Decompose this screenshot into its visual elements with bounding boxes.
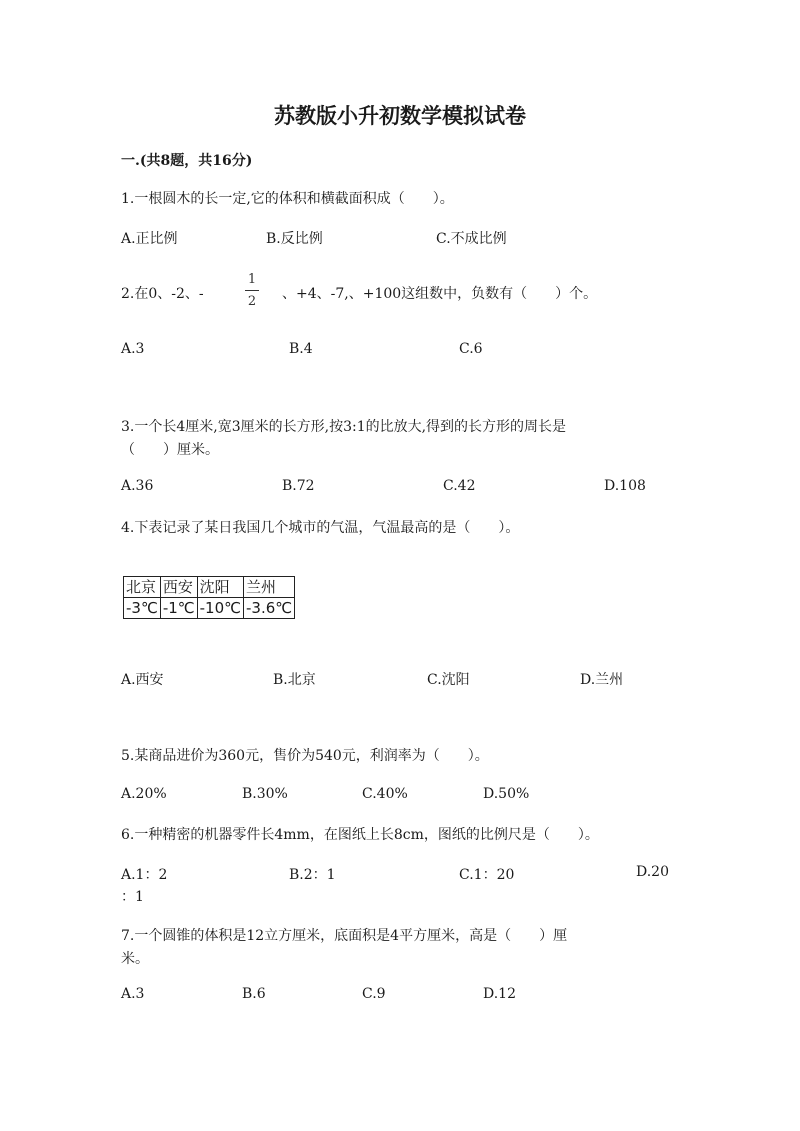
q5-option-a: A.20%: [121, 786, 167, 802]
q2-option-b: B.4: [289, 341, 313, 357]
question-4-text: 4.下表记录了某日我国几个城市的气温，气温最高的是（ ）。: [121, 520, 520, 536]
q5-option-c: C.40%: [362, 786, 408, 802]
q3-option-c: C.42: [443, 478, 476, 494]
q7-option-a: A.3: [121, 986, 145, 1002]
table-cell-temp: -1℃: [160, 598, 197, 619]
q1-option-b: B.反比例: [266, 231, 323, 247]
q6-option-d-wrap: ：1: [121, 889, 144, 905]
question-2-text-after: 、+4、-7,、+100这组数中，负数有（ ）个。: [282, 286, 598, 302]
q7-option-d: D.12: [483, 986, 516, 1002]
question-7-line-2: 米。: [121, 951, 149, 967]
question-2-text-before: 2.在0、-2、-: [121, 286, 204, 302]
q6-option-b: B.2：1: [289, 867, 336, 883]
fraction-denominator: 2: [247, 294, 257, 309]
q6-option-d: D.20: [636, 864, 669, 880]
table-cell-temp: -3.6℃: [243, 598, 294, 619]
table-cell-city: 兰州: [243, 577, 294, 598]
table-cell-temp: -10℃: [197, 598, 243, 619]
fraction-bar: [245, 290, 259, 291]
fraction-one-half: [245, 272, 259, 309]
question-1-text: 1.一根圆木的长一定,它的体积和横截面积成（ ）。: [121, 191, 454, 207]
table-row: [124, 577, 295, 598]
q6-option-c: C.1：20: [459, 867, 515, 883]
q5-option-d: D.50%: [483, 786, 530, 802]
q5-option-b: B.30%: [242, 786, 288, 802]
table-cell-city: 西安: [160, 577, 197, 598]
temperature-table: [123, 576, 295, 619]
section-header: 一.(共8题，共16分): [121, 153, 253, 169]
q4-option-d: D.兰州: [580, 672, 624, 688]
q4-option-c: C.沈阳: [427, 672, 470, 688]
question-3-line-1: 3.一个长4厘米,宽3厘米的长方形,按3:1的比放大,得到的长方形的周长是: [121, 419, 567, 435]
table-cell-temp: -3℃: [124, 598, 161, 619]
q2-option-a: A.3: [121, 341, 145, 357]
q4-option-a: A.西安: [121, 672, 164, 688]
q3-option-b: B.72: [282, 478, 315, 494]
q7-option-b: B.6: [242, 986, 266, 1002]
q1-option-c: C.不成比例: [436, 231, 507, 247]
q1-option-a: A.正比例: [121, 231, 178, 247]
q3-option-d: D.108: [604, 478, 646, 494]
question-7-line-1: 7.一个圆锥的体积是12立方厘米，底面积是4平方厘米，高是（ ）厘: [121, 928, 568, 944]
q2-option-c: C.6: [459, 341, 483, 357]
q7-option-c: C.9: [362, 986, 386, 1002]
table-cell-city: 北京: [124, 577, 161, 598]
question-3-line-2: （ ）厘米。: [121, 442, 219, 458]
q3-option-a: A.36: [121, 478, 154, 494]
table-cell-city: 沈阳: [197, 577, 243, 598]
question-5-text: 5.某商品进价为360元，售价为540元，利润率为（ ）。: [121, 748, 489, 764]
q4-option-b: B.北京: [273, 672, 316, 688]
q6-option-a: A.1：2: [121, 867, 168, 883]
table-row: [124, 598, 295, 619]
question-6-text: 6.一种精密的机器零件长4mm，在图纸上长8cm，图纸的比例尺是（ ）。: [121, 827, 599, 843]
fraction-numerator: 1: [247, 272, 257, 287]
page-title: 苏教版小升初数学模拟试卷: [274, 103, 526, 128]
